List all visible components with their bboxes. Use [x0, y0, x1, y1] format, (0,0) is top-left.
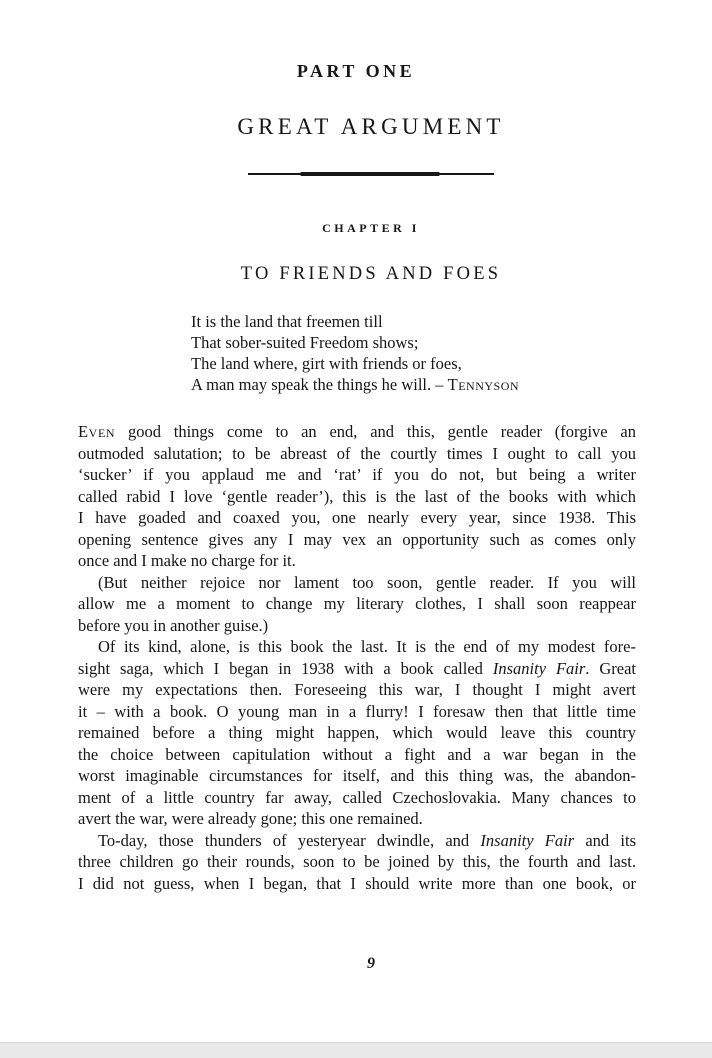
- body-text-segment: were my expectations then. Foreseeing this war, I thought I might avert: [78, 680, 636, 699]
- epigraph-line: That sober-suited Freedom shows;: [191, 333, 419, 352]
- body-text-segment: allow me a moment to change my literary clothes, I shall soon reappear: [78, 594, 636, 613]
- body-text-segment: To-day, those thunders of yesteryear dwindle, and: [98, 830, 481, 850]
- viewer-bottom-band: [0, 1042, 712, 1058]
- body-text-segment: . Great: [585, 658, 636, 678]
- chapter-label: CHAPTER I: [322, 221, 420, 235]
- body-line: [78, 443, 636, 465]
- body-line: [78, 787, 636, 809]
- body-line: [78, 830, 636, 852]
- part-label: PART ONE: [296, 61, 416, 81]
- body-line: [78, 658, 636, 680]
- body-text-segment: ment of a little country far away, called Czechoslovakia. Many chances to: [78, 787, 636, 807]
- epigraph-line: It is the land that freemen till: [191, 312, 383, 331]
- body-text-segment: the choice between capitulation without a fight and a war began in the: [78, 744, 636, 764]
- body-text-segment: opening sentence gives any I may vex an opportunity such as comes only: [78, 529, 636, 549]
- body-text-segment: before you in another guise.): [78, 615, 269, 635]
- epigraph-line: [191, 374, 641, 395]
- body-text-segment: I have goaded and coaxed you, one nearly every year, since 1938. This: [78, 508, 636, 527]
- body-text-segment: sight saga, which I began in 1938 with a book called: [78, 658, 493, 678]
- page-number: 9: [367, 955, 375, 972]
- chapter-title: TO FRIENDS AND FOES: [240, 264, 502, 284]
- body-text-segment: it – with a book. O young man in a flurry! I foresaw then that little time: [78, 701, 636, 721]
- body-line: [78, 529, 636, 551]
- body-line: [78, 593, 636, 615]
- epigraph-author: Tennyson: [447, 375, 520, 394]
- body-text-segment: (But neither rejoice nor lament too soon, gentle reader. If you will: [98, 572, 636, 592]
- body-line: [78, 636, 636, 658]
- ornamental-rule-center: [300, 172, 440, 176]
- epigraph-line-text: A man may speak the things he will. –: [191, 375, 448, 394]
- body-text-segment: good things come to an end, and this, gentle reader (forgive an: [115, 422, 636, 441]
- book-title-italic: Insanity Fair: [480, 830, 575, 850]
- part-title: GREAT ARGUMENT: [237, 114, 505, 139]
- epigraph: [191, 311, 641, 395]
- body-line: [78, 765, 636, 787]
- body-line: [78, 701, 636, 723]
- body-text-segment: once and I make no charge for it.: [78, 551, 296, 570]
- opening-word: Even: [78, 422, 116, 441]
- body-line: [78, 550, 636, 572]
- body-line: [78, 615, 636, 637]
- body-text-segment: ‘sucker’ if you applaud me and ‘rat’ if you do not, but being a writer: [78, 465, 636, 484]
- body-text-segment: outmoded salutation; to be abreast of the courtly times I ought to call you: [78, 443, 636, 463]
- body-text-segment: I did not guess, when I began, that I should write more than one book, or: [78, 873, 636, 893]
- body-text-segment: remained before a thing might happen, which would leave this country: [78, 723, 636, 742]
- body-line: [78, 808, 636, 830]
- body-line: [78, 464, 636, 486]
- epigraph-line: The land where, girt with friends or foes,: [191, 354, 462, 373]
- body-line: [78, 679, 636, 701]
- book-title-italic: Insanity Fair: [492, 658, 586, 678]
- body-text-segment: three children go their rounds, soon to be joined by this, the fourth and last.: [78, 852, 636, 871]
- body-text-segment: and its: [574, 830, 636, 850]
- body-text-segment: Of its kind, alone, is this book the last. It is the end of my modest fore-: [98, 637, 636, 656]
- body-line: [78, 744, 636, 766]
- body-line: [78, 722, 636, 744]
- body-line: [78, 486, 636, 508]
- body-line: [78, 507, 636, 529]
- body-line: [78, 873, 636, 895]
- body-text-segment: worst imaginable circumstances for itself, and this thing was, the abandon-: [78, 766, 636, 785]
- body-text-segment: called rabid I love ‘gentle reader’), this is the last of the books with which: [78, 486, 636, 506]
- body-line: [78, 851, 636, 873]
- body-text: [78, 421, 636, 894]
- body-line: [78, 421, 636, 443]
- body-line: [78, 572, 636, 594]
- body-text-segment: avert the war, were already gone; this one remained.: [78, 809, 423, 828]
